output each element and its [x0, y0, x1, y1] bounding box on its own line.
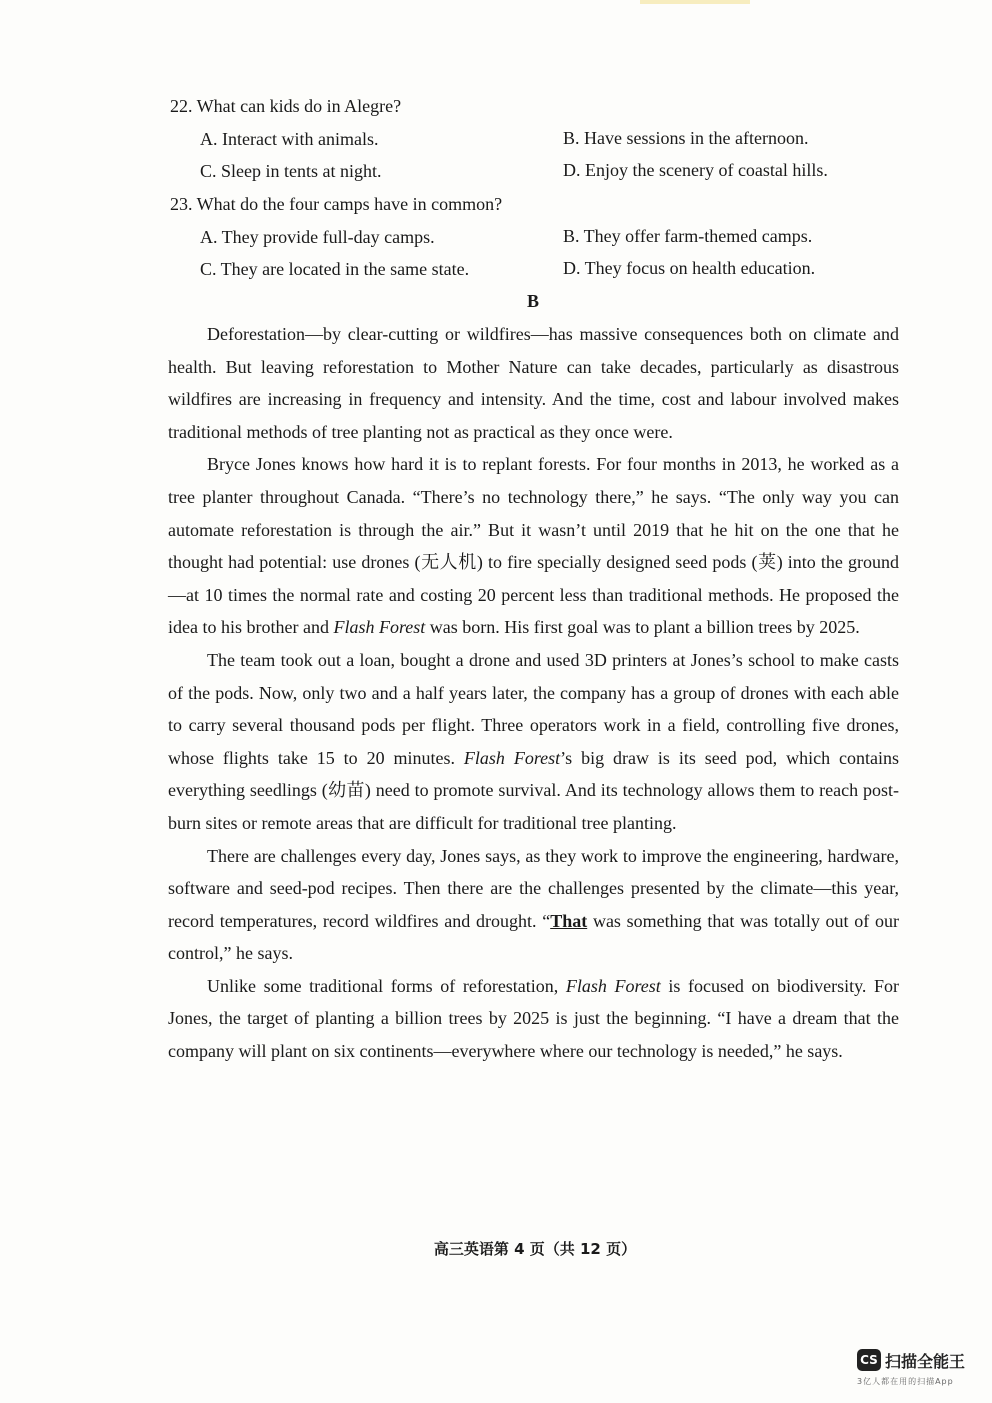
paragraph-3-text-b: ’s big draw is its seed pod, which contains everything seedlings (幼苗) need to promote survival. And its technology allows them to reach post-burn sites or remote areas that are difficult for traditional tree planting.	[168, 747, 899, 833]
scan-artifact	[640, 0, 750, 4]
paragraph-2-text-b: was born. His first goal was to plant a billion trees by 2025.	[425, 617, 860, 638]
paragraph-2	[168, 448, 899, 644]
company-name: Flash Forest	[333, 617, 426, 638]
question-22-option-a: A. Interact with animals.	[200, 129, 379, 149]
page-footer: 高三英语第 4 页（共 12 页）	[433, 1240, 637, 1258]
paragraph-4-text-b: was something that was totally out of our control,” he says.	[168, 910, 899, 964]
scanner-watermark	[857, 1347, 977, 1391]
question-23-option-a: A. They provide full-day camps.	[200, 227, 435, 247]
company-name: Flash Forest	[565, 975, 661, 996]
paragraph-4-text-a: There are challenges every day, Jones says, as they work to improve the engineering, hardware, software and seed-pod recipes. Then there are the challenges presented by the climate—this year, record temperatures, record wildfires and drought. “	[168, 845, 899, 931]
paragraph-3	[168, 644, 899, 840]
paragraph-5-text-a: Unlike some traditional forms of reforestation,	[207, 975, 566, 996]
watermark-app-name: 扫描全能王	[885, 1352, 966, 1371]
camscanner-logo-icon: CS	[857, 1349, 881, 1371]
paragraph-5	[168, 970, 899, 1068]
question-22-option-c: C. Sleep in tents at night.	[200, 161, 382, 181]
question-23-stem: 23. What do the four camps have in common?	[170, 194, 503, 214]
company-name: Flash Forest	[463, 747, 561, 768]
question-22-stem: 22. What can kids do in Alegre?	[170, 96, 402, 116]
paragraph-2-text-a: Bryce Jones knows how hard it is to replant forests. For four months in 2013, he worked as a tree planter throughout Canada. “There’s no technology there,” he says. “The only way you can automate reforestation is through the air.” But it wasn’t until 2019 that he hit on the one that he thought had potential: use drones (无人机) to fire specially designed seed pods (荚) into the ground—at 10 times the normal rate and costing 20 percent less than traditional methods. He proposed the idea to his brother and	[168, 454, 899, 638]
question-23-option-b: B. They offer farm-themed camps.	[563, 226, 813, 246]
paragraph-3-text-a: The team took out a loan, bought a drone and used 3D printers at Jones’s school to make casts of the pods. Now, only two and a half years later, the company has a group of drones with each able to carry several thousand pods per flight. Three operators work in a field, controlling five drones, whose flights take 15 to 20 minutes.	[168, 649, 899, 768]
section-heading: B	[526, 291, 539, 311]
question-23-option-c: C. They are located in the same state.	[200, 259, 470, 279]
question-22-option-b: B. Have sessions in the afternoon.	[563, 128, 809, 148]
paragraph-5-text-b: is focused on biodiversity. For Jones, the target of planting a billion trees by 2025 is just the beginning. “I have a dream that the company will plant on six continents—everywhere where our technology is needed,” he says.	[168, 975, 899, 1062]
reading-passage	[168, 318, 899, 1068]
underlined-word: That	[550, 910, 588, 931]
watermark-tagline: 3亿人都在用的扫描App	[857, 1377, 954, 1386]
question-22-option-d: D. Enjoy the scenery of coastal hills.	[563, 160, 828, 180]
question-23-option-d: D. They focus on health education.	[563, 258, 816, 278]
paragraph-4	[168, 840, 899, 970]
paragraph-1: Deforestation—by clear-cutting or wildfires—has massive consequences both on climate and health. But leaving reforestation to Mother Nature can take decades, particularly as disastrous wildfires are increasing in frequency and intensity. And the time, cost and labour involved makes traditional methods of tree planting not as practical as they once were.	[168, 324, 899, 442]
